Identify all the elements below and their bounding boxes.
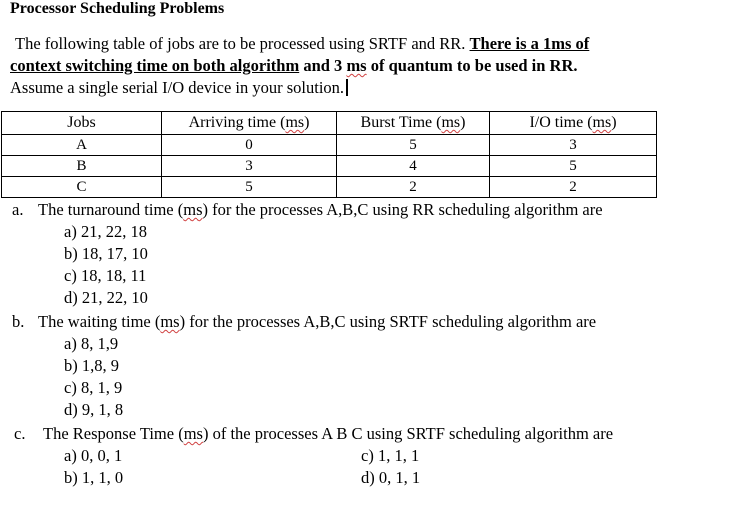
cell-arriving: 0 — [162, 135, 337, 156]
document-title: Processor Scheduling Problems — [10, 0, 225, 17]
text-cursor[interactable] — [346, 79, 348, 96]
cell-job: B — [2, 156, 162, 177]
quantum-ms: ms — [346, 56, 367, 75]
question-a-option-b: b) 18, 17, 10 — [64, 244, 148, 263]
cell-arriving: 5 — [162, 177, 337, 198]
cell-job: C — [2, 177, 162, 198]
question-a-option-c: c) 18, 18, 11 — [64, 266, 147, 285]
quantum-note-1: and 3 — [299, 56, 347, 75]
question-c-option-c: c) 1, 1, 1 — [361, 446, 420, 465]
cell-job: A — [2, 135, 162, 156]
question-c-option-a: a) 0, 0, 1 — [64, 446, 123, 465]
header-jobs: Jobs — [2, 112, 162, 135]
question-b-text: The waiting time (ms) for the processes A,B,C using SRTF scheduling algorithm are — [38, 312, 597, 331]
table-row — [2, 156, 657, 177]
quantum-note-2: of quantum to be used in RR. — [366, 56, 578, 75]
question-c-option-d: d) 0, 1, 1 — [361, 468, 421, 487]
cell-burst: 4 — [337, 156, 490, 177]
question-a-text: The turnaround time (ms) for the processes A,B,C using RR scheduling algorithm are — [38, 200, 603, 219]
question-c-marker: c. — [14, 424, 26, 443]
question-a-option-a: a) 21, 22, 18 — [64, 222, 147, 241]
question-b-marker: b. — [12, 312, 25, 331]
table-header-row — [2, 112, 657, 135]
table-row — [2, 177, 657, 198]
cell-burst: 2 — [337, 177, 490, 198]
cell-io: 3 — [490, 135, 657, 156]
intro-line-2 — [10, 56, 577, 76]
header-arriving-time: Arriving time (ms) — [162, 112, 337, 135]
question-b-option-d: d) 9, 1, 8 — [64, 400, 124, 419]
io-assumption: Assume a single serial I/O device in your solution. — [10, 78, 345, 97]
question-b-option-b: b) 1,8, 9 — [64, 356, 119, 375]
header-burst-time: Burst Time (ms) — [337, 112, 490, 135]
jobs-table — [1, 111, 657, 198]
context-switch-note-cont: context switching time on both algorithm — [10, 56, 300, 75]
cell-io: 5 — [490, 156, 657, 177]
question-c-text: The Response Time (ms) of the processes A B C using SRTF scheduling algorithm are — [43, 424, 614, 443]
intro-text: The following table of jobs are to be processed using SRTF and RR. — [15, 34, 470, 53]
question-a-marker: a. — [12, 200, 24, 219]
question-a-option-d: d) 21, 22, 10 — [64, 288, 148, 307]
intro-line-1 — [15, 34, 589, 54]
header-io-time: I/O time (ms) — [490, 112, 657, 135]
question-c-option-b: b) 1, 1, 0 — [64, 468, 124, 487]
context-switch-note: There is a 1ms of — [469, 34, 590, 53]
question-b-option-c: c) 8, 1, 9 — [64, 378, 123, 397]
intro-line-3 — [10, 78, 348, 98]
question-b-option-a: a) 8, 1,9 — [64, 334, 119, 353]
table-row — [2, 135, 657, 156]
cell-burst: 5 — [337, 135, 490, 156]
cell-arriving: 3 — [162, 156, 337, 177]
cell-io: 2 — [490, 177, 657, 198]
